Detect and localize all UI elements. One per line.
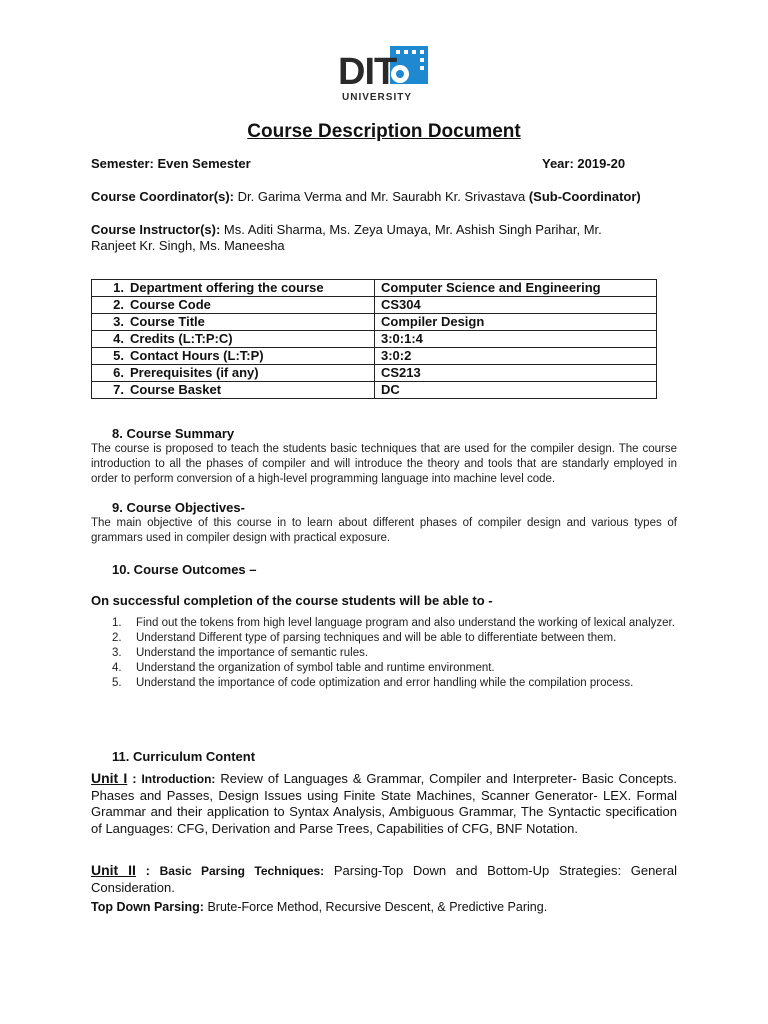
year-label: Year: 2019-20 <box>542 156 626 171</box>
table-cell-label <box>92 348 375 365</box>
table-cell-value: CS213 <box>375 365 657 382</box>
table-cell-value: Compiler Design <box>375 314 657 331</box>
table-cell-value: DC <box>375 382 657 399</box>
semester-label: Semester: Even Semester <box>91 156 251 171</box>
unit-1-colon: : <box>127 771 142 786</box>
row-number: 7. <box>113 382 124 397</box>
table-cell-label <box>92 331 375 348</box>
outcomes-heading: 10. Course Outcomes – <box>112 562 257 577</box>
unit-1-topic: Introduction: <box>141 772 216 786</box>
outcome-text: Understand Different type of parsing techniques and will be able to differentiate between them. <box>136 632 617 644</box>
table-cell-label <box>92 382 375 399</box>
document-title: Course Description Document <box>247 121 521 142</box>
row-label: Course Title <box>130 314 205 329</box>
table-row <box>92 314 657 331</box>
unit-1-label: Unit I <box>91 770 128 786</box>
objectives-text: The main objective of this course in to learn about different phases of compiler design and various types of grammars used in compiler design with practical exposure. <box>91 517 677 544</box>
top-down-text: Brute-Force Method, Recursive Descent, & Predictive Paring. <box>203 900 548 914</box>
table-row <box>92 280 657 297</box>
unit-2-topic: Basic Parsing Techniques: <box>159 864 325 878</box>
unit-1-text: Review of Languages & Grammar, Compiler and Interpreter- Basic Concepts. Phases and Passes, Design Issues using Finite State Machines, Scanner Generator- LEX. Formal Grammar and their application to Syntax Analysis, Ambiguous Grammar, The Syntactic specification of Languages: CFG, Derivation and Parse Trees, Capabilities of CFG, BNF Notation. <box>91 771 678 836</box>
list-item <box>112 631 677 646</box>
table-row <box>92 297 657 314</box>
outcome-number: 5. <box>112 677 122 689</box>
logo-wordmark: DIT <box>338 51 397 93</box>
table-cell-label <box>92 280 375 297</box>
row-number: 6. <box>113 365 124 380</box>
row-label: Prerequisites (if any) <box>130 365 259 380</box>
table-cell-label <box>92 314 375 331</box>
table-cell-value: 3:0:2 <box>375 348 657 365</box>
unit-2-text: Parsing-Top Down and Bottom-Up Strategies: General Consideration. <box>91 863 677 895</box>
logo-subtitle: UNIVERSITY <box>342 92 413 103</box>
summary-text: The course is proposed to teach the students basic techniques that are used for the compiler design. The course introduction to all the phases of compiler and will introduce the theory and tools that are standarly employed in order to perform conversion of a high-level programming language into machine level code. <box>91 443 677 485</box>
outcome-text: Understand the importance of code optimization and error handling while the compilation process. <box>136 677 634 689</box>
top-down-parsing <box>91 899 547 915</box>
row-label: Credits (L:T:P:C) <box>130 331 233 346</box>
table-cell-value: Computer Science and Engineering <box>375 280 657 297</box>
unit-2-colon: : <box>135 863 160 878</box>
outcome-text: Understand the importance of semantic rules. <box>136 647 369 659</box>
table-row <box>92 348 657 365</box>
table-row <box>92 365 657 382</box>
outcomes-list <box>112 616 677 691</box>
table-cell-value: 3:0:1:4 <box>375 331 657 348</box>
course-info-table <box>91 279 657 399</box>
objectives-heading: 9. Course Objectives- <box>112 500 245 515</box>
instructors-line1: Ms. Aditi Sharma, Ms. Zeya Umaya, Mr. Ashish Singh Parihar, Mr. <box>223 222 602 237</box>
coordinator-names: Dr. Garima Verma and Mr. Saurabh Kr. Srivastava <box>237 189 526 204</box>
sub-coordinator-label: (Sub-Coordinator) <box>528 189 641 204</box>
list-item <box>112 676 677 691</box>
curriculum-heading: 11. Curriculum Content <box>112 749 256 764</box>
dit-university-logo <box>336 42 436 106</box>
coordinator-label: Course Coordinator(s): <box>91 189 234 204</box>
list-item <box>112 661 677 676</box>
instructors-label: Course Instructor(s): <box>91 222 221 237</box>
outcome-number: 2. <box>112 632 122 644</box>
unit-1-paragraph <box>91 770 677 837</box>
row-number: 4. <box>113 331 124 346</box>
outcome-number: 3. <box>112 647 122 659</box>
outcomes-intro: On successful completion of the course students will be able to - <box>91 593 493 608</box>
list-item <box>112 646 677 661</box>
unit-2-label: Unit II <box>91 862 136 878</box>
table-row <box>92 331 657 348</box>
row-number: 1. <box>113 280 124 295</box>
outcome-text: Understand the organization of symbol table and runtime environment. <box>136 662 495 674</box>
table-cell-label <box>92 297 375 314</box>
course-instructors <box>91 222 677 239</box>
instructors-line2: Ranjeet Kr. Singh, Ms. Maneesha <box>91 238 285 253</box>
row-label: Department offering the course <box>130 280 324 295</box>
summary-heading: 8. Course Summary <box>112 426 235 441</box>
unit-2-paragraph <box>91 862 677 896</box>
row-label: Course Basket <box>130 382 222 397</box>
row-number: 5. <box>113 348 124 363</box>
row-label: Course Code <box>130 297 211 312</box>
table-cell-value: CS304 <box>375 297 657 314</box>
outcome-text: Find out the tokens from high level language program and also understand the working of lexical analyzer. <box>136 617 675 629</box>
outcome-number: 1. <box>112 617 122 629</box>
row-number: 3. <box>113 314 124 329</box>
top-down-label: Top Down Parsing: <box>91 900 204 914</box>
table-cell-label <box>92 365 375 382</box>
outcome-number: 4. <box>112 662 122 674</box>
course-coordinator <box>91 189 641 205</box>
row-label: Contact Hours (L:T:P) <box>130 348 264 363</box>
list-item <box>112 616 677 631</box>
table-row <box>92 382 657 399</box>
row-number: 2. <box>113 297 124 312</box>
